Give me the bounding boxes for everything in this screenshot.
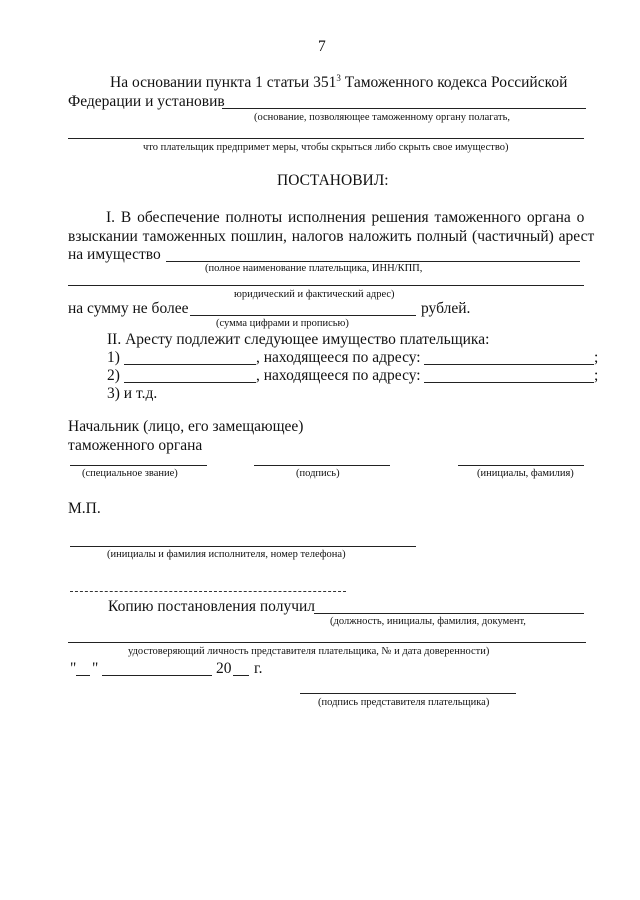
signature-hint: (подпись) bbox=[296, 468, 340, 479]
date-year-field[interactable] bbox=[233, 675, 249, 676]
date-day-field[interactable] bbox=[76, 675, 90, 676]
item-2-end: ; bbox=[594, 367, 599, 384]
receipt-document-field[interactable] bbox=[68, 642, 586, 643]
section1-line-1: I. В обеспечение полноты исполнения решения таможенного органа о bbox=[106, 209, 585, 226]
rank-hint: (специальное звание) bbox=[82, 468, 178, 479]
initials-field[interactable] bbox=[458, 465, 584, 466]
sum-unit: рублей. bbox=[421, 300, 471, 317]
date-month-field[interactable] bbox=[102, 675, 212, 676]
basis-field-2[interactable] bbox=[68, 138, 584, 139]
article-superscript: 3 bbox=[336, 73, 341, 83]
intro-text: На основании пункта 1 статьи 351 bbox=[110, 74, 337, 91]
representative-signature-hint: (подпись представителя плательщика) bbox=[318, 697, 490, 708]
executor-field[interactable] bbox=[70, 546, 416, 547]
stamp-label: М.П. bbox=[68, 500, 101, 517]
item-1-end: ; bbox=[594, 349, 599, 366]
signature-field[interactable] bbox=[254, 465, 390, 466]
item-1-property-field[interactable] bbox=[124, 364, 256, 365]
separator-dashed-line bbox=[70, 591, 346, 592]
item-2-address-field[interactable] bbox=[424, 382, 594, 383]
date-year-suffix: г. bbox=[254, 660, 263, 677]
item-1-address-field[interactable] bbox=[424, 364, 594, 365]
receipt-hint-1: (должность, инициалы, фамилия, документ, bbox=[330, 616, 526, 627]
basis-hint-2: что плательщик предпримет меры, чтобы скрыться либо скрыть свое имущество) bbox=[143, 142, 509, 153]
representative-signature-field[interactable] bbox=[300, 693, 516, 694]
rank-field[interactable] bbox=[70, 465, 207, 466]
sum-field[interactable] bbox=[190, 315, 416, 316]
receipt-hint-2: удостоверяющий личность представителя плательщика, № и дата доверенности) bbox=[128, 646, 490, 657]
payer-address-field[interactable] bbox=[68, 285, 584, 286]
initials-hint: (инициалы, фамилия) bbox=[477, 468, 574, 479]
item-3: 3) и т.д. bbox=[107, 385, 158, 402]
section1-line-3: на имущество bbox=[68, 246, 161, 263]
receipt-label: Копию постановления получил bbox=[108, 598, 316, 615]
date-quote-close: " bbox=[92, 660, 99, 677]
payer-hint-2: юридический и фактический адрес) bbox=[234, 289, 395, 300]
basis-field[interactable] bbox=[222, 108, 586, 109]
intro-line-2: Федерации и установив bbox=[68, 93, 225, 110]
section1-line-2: взыскании таможенных пошлин, налогов наложить полный (частичный) арест bbox=[68, 228, 595, 245]
sum-label: на сумму не более bbox=[68, 300, 189, 317]
payer-hint-1: (полное наименование плательщика, ИНН/КПП, bbox=[205, 263, 423, 274]
basis-hint-1: (основание, позволяющее таможенному органу полагать, bbox=[254, 112, 511, 123]
item-2-property-field[interactable] bbox=[124, 382, 256, 383]
executor-hint: (инициалы и фамилия исполнителя, номер телефона) bbox=[107, 549, 346, 560]
date-year-prefix: 20 bbox=[216, 660, 232, 677]
intro-text-cont: Таможенного кодекса Российской bbox=[340, 74, 568, 91]
item-1-number: 1) bbox=[107, 349, 120, 366]
item-2-text: , находящееся по адресу: bbox=[256, 367, 421, 384]
date-quote-open: " bbox=[70, 660, 77, 677]
signatory-line-1: Начальник (лицо, его замещающее) bbox=[68, 418, 304, 435]
section2-title: II. Аресту подлежит следующее имущество плательщика: bbox=[107, 331, 490, 348]
sum-hint: (сумма цифрами и прописью) bbox=[216, 318, 349, 329]
intro-line-1 bbox=[110, 74, 567, 92]
decision-heading: ПОСТАНОВИЛ: bbox=[277, 172, 389, 189]
signatory-line-2: таможенного органа bbox=[68, 437, 203, 454]
page-number: 7 bbox=[318, 38, 326, 55]
item-2-number: 2) bbox=[107, 367, 120, 384]
item-1-text: , находящееся по адресу: bbox=[256, 349, 421, 366]
payer-name-field[interactable] bbox=[166, 261, 580, 262]
receipt-recipient-field[interactable] bbox=[314, 613, 584, 614]
